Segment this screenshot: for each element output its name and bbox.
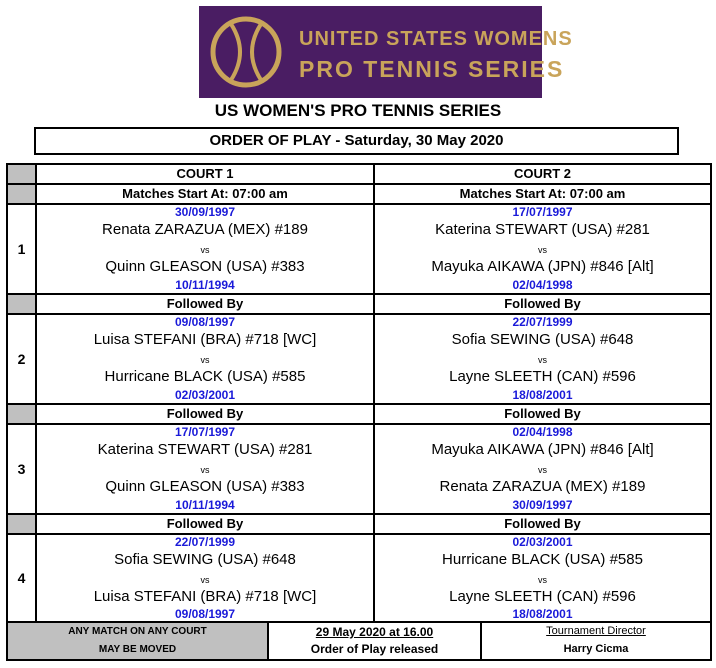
- match-row3-court2: [375, 425, 710, 513]
- match-row4-court1: [37, 535, 373, 621]
- series-title: US WOMEN'S PRO TENNIS SERIES: [214, 101, 502, 120]
- player-name: Luisa STEFANI (BRA) #718 [WC]: [93, 588, 317, 605]
- grid-line: [8, 513, 710, 515]
- player-name: Sofia SEWING (USA) #648: [451, 331, 634, 348]
- corner-cell: [8, 185, 35, 203]
- release-label: Order of Play released: [310, 642, 439, 656]
- player-name: Mayuka AIKAWA (JPN) #846 [Alt]: [431, 441, 654, 458]
- grid-line: [35, 165, 37, 623]
- grid-line: [8, 313, 710, 315]
- court-2-header: COURT 2: [513, 166, 572, 181]
- match-row1-court2: [375, 205, 710, 293]
- tennis-ball-icon: [209, 15, 283, 89]
- player-dob: 22/07/1999: [174, 535, 236, 549]
- vs-label: vs: [200, 245, 210, 255]
- player-dob: 18/08/2001: [512, 607, 573, 621]
- followed-by-label: Followed By: [166, 296, 244, 311]
- player-dob: 30/09/1997: [174, 205, 236, 219]
- grid-line: [8, 423, 710, 425]
- player-name: Renata ZARAZUA (MEX) #189: [439, 478, 646, 495]
- player-dob: 09/08/1997: [174, 607, 236, 621]
- move-notice-line1: ANY MATCH ON ANY COURT: [68, 626, 207, 637]
- player-dob: 02/04/1998: [512, 425, 573, 439]
- player-dob: 30/09/1997: [512, 498, 573, 512]
- vs-label: vs: [538, 355, 547, 365]
- vs-label: vs: [200, 465, 210, 475]
- player-name: Katerina STEWART (USA) #281: [435, 221, 650, 238]
- logo-line-2: PRO TENNIS SERIES: [299, 56, 565, 82]
- row-number: 2: [17, 351, 26, 367]
- vs-label: vs: [538, 245, 547, 255]
- followed-by-gray: [8, 515, 35, 533]
- director-title: Tournament Director: [546, 625, 646, 637]
- row-number: 3: [17, 461, 26, 477]
- grid-line: [480, 623, 482, 659]
- followed-by-label: Followed By: [504, 406, 581, 421]
- followed-by-label: Followed By: [166, 406, 244, 421]
- player-name: Hurricane BLACK (USA) #585: [104, 368, 306, 385]
- player-name: Luisa STEFANI (BRA) #718 [WC]: [93, 331, 317, 348]
- player-dob: 02/03/2001: [512, 535, 573, 549]
- vs-label: vs: [200, 575, 210, 585]
- player-name: Mayuka AIKAWA (JPN) #846 [Alt]: [431, 258, 654, 275]
- match-row2-court1: [37, 315, 373, 403]
- followed-by-label: Followed By: [166, 516, 244, 531]
- player-dob: 17/07/1997: [174, 425, 236, 439]
- player-name: Katerina STEWART (USA) #281: [97, 441, 313, 458]
- grid-line: [267, 623, 269, 659]
- player-dob: 02/04/1998: [512, 278, 573, 292]
- court-2-start-time: Matches Start At: 07:00 am: [459, 186, 626, 201]
- player-name: Sofia SEWING (USA) #648: [114, 551, 296, 568]
- court-1-header: COURT 1: [176, 166, 234, 181]
- grid-line: [8, 293, 710, 295]
- player-dob: 17/07/1997: [512, 205, 573, 219]
- grid-line: [373, 165, 375, 623]
- grid-line: [8, 403, 710, 405]
- logo-line-1: UNITED STATES WOMENS: [299, 28, 573, 50]
- vs-label: vs: [538, 465, 547, 475]
- order-of-play-title: ORDER OF PLAY - Saturday, 30 May 2020: [34, 127, 679, 155]
- move-notice-line2: MAY BE MOVED: [98, 644, 177, 655]
- grid-line: [8, 183, 710, 185]
- match-row3-court1: [37, 425, 373, 513]
- player-name: Renata ZARAZUA (MEX) #189: [102, 221, 308, 238]
- followed-by-label: Followed By: [504, 296, 581, 311]
- release-date: 29 May 2020 at 16.00: [315, 625, 434, 639]
- vs-label: vs: [200, 355, 210, 365]
- player-dob: 10/11/1994: [175, 278, 235, 292]
- player-name: Hurricane BLACK (USA) #585: [442, 551, 643, 568]
- player-name: Layne SLEETH (CAN) #596: [449, 368, 636, 385]
- followed-by-gray: [8, 295, 35, 313]
- row-number: 4: [17, 570, 26, 586]
- followed-by-label: Followed By: [504, 516, 581, 531]
- match-row2-court2: [375, 315, 710, 403]
- order-of-play-grid: [6, 163, 712, 661]
- player-dob: 18/08/2001: [512, 388, 573, 402]
- player-dob: 10/11/1994: [175, 498, 235, 512]
- match-row1-court1: [37, 205, 373, 293]
- player-name: Quinn GLEASON (USA) #383: [105, 258, 305, 275]
- tournament-logo: [199, 6, 573, 98]
- player-dob: 09/08/1997: [174, 315, 236, 329]
- director-name: Harry Cicma: [563, 643, 629, 655]
- followed-by-gray: [8, 405, 35, 423]
- court-1-start-time: Matches Start At: 07:00 am: [122, 186, 288, 201]
- vs-label: vs: [538, 575, 547, 585]
- director-info: [482, 623, 710, 659]
- player-dob: 22/07/1999: [512, 315, 573, 329]
- match-row4-court2: [375, 535, 710, 621]
- corner-cell: [8, 165, 35, 183]
- footer: [8, 623, 710, 659]
- grid-line: [8, 533, 710, 535]
- release-info: [269, 623, 480, 659]
- grid-line: [8, 621, 710, 623]
- row-number: 1: [17, 241, 26, 257]
- player-name: Layne SLEETH (CAN) #596: [449, 588, 636, 605]
- grid-line: [8, 203, 710, 205]
- player-dob: 02/03/2001: [174, 388, 236, 402]
- move-notice: [8, 623, 267, 659]
- player-name: Quinn GLEASON (USA) #383: [105, 478, 305, 495]
